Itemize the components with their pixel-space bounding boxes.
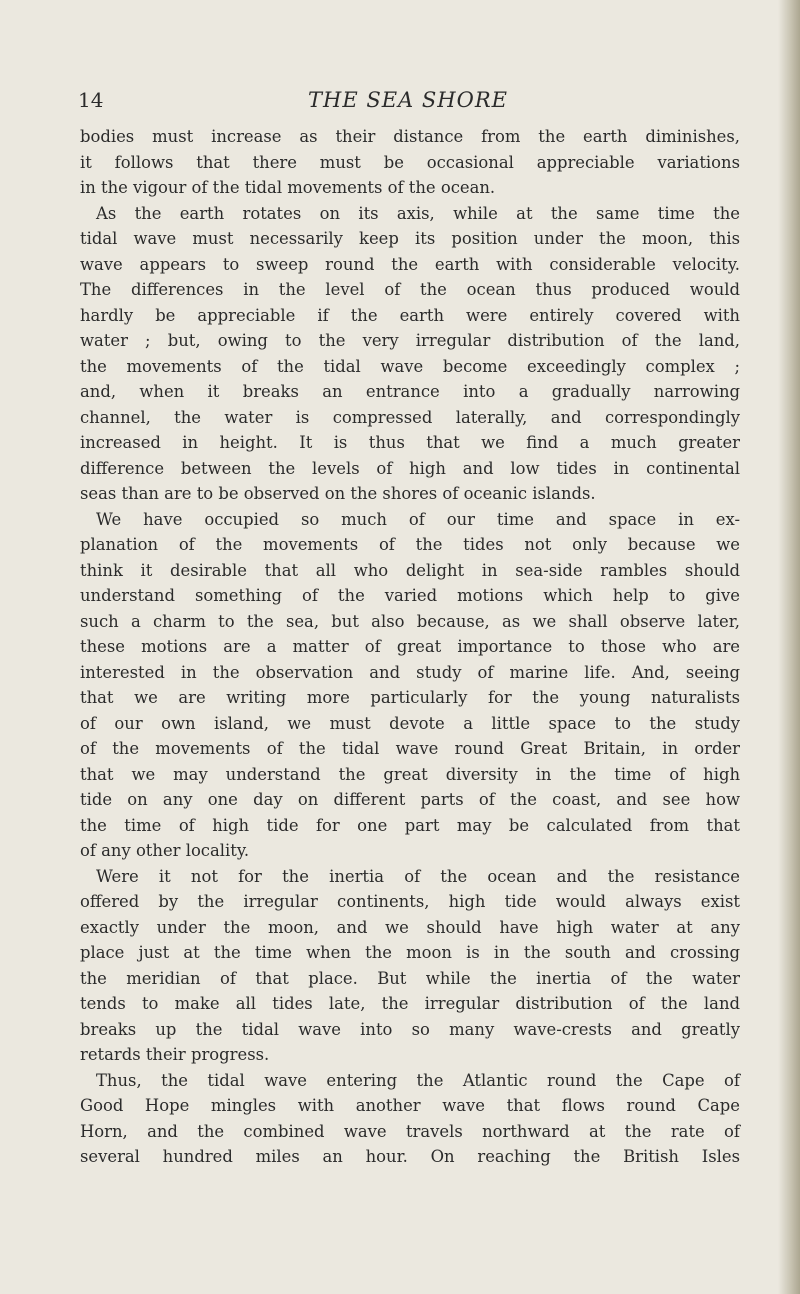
text-line: place just at the time when the moon is in the south and crossing — [80, 943, 740, 962]
text-line: Horn, and the combined wave travels northward at the rate of — [80, 1121, 740, 1141]
text-line: of any other locality. — [80, 841, 250, 860]
text-line: interested in the observation and study of marine life. And, seeing — [80, 662, 740, 682]
text-line: hardly be appreciable if the earth were entirely covered with — [80, 305, 740, 325]
text-line: several hundred miles an hour. On reaching the British Isles — [80, 1147, 740, 1166]
page-number: 14 — [78, 88, 104, 112]
running-title: THE SEA SHORE — [308, 88, 508, 112]
text-line: the movements of the tidal wave become exceedingly complex ; — [80, 356, 740, 376]
text-line: exactly under the moon, and we should have high water at any — [80, 917, 740, 937]
text-line: the meridian of that place. But while the inertia of the water — [80, 968, 740, 988]
text-line: breaks up the tidal wave into so many wave-crests and greatly — [80, 1019, 740, 1039]
text-line: tidal wave must necessarily keep its position under the moon, this — [80, 229, 740, 248]
text-line: that we may understand the great diversity in the time of high — [80, 764, 740, 784]
text-line: channel, the water is compressed laterally, and correspondingly — [80, 407, 740, 427]
text-line: difference between the levels of high and low tides in continental — [80, 458, 740, 478]
text-line: As the earth rotates on its axis, while at the same time the — [96, 203, 740, 223]
page-header — [78, 86, 738, 116]
text-line: retards their progress. — [80, 1045, 270, 1064]
text-line: it follows that there must be occasional appreciable variations — [80, 152, 740, 172]
text-line: Good Hope mingles with another wave that flows round Cape — [80, 1096, 740, 1115]
text-line: wave appears to sweep round the earth with considerable velocity. — [80, 254, 740, 274]
text-line: of the movements of the tidal wave round Great Britain, in order — [80, 739, 740, 758]
body-text — [80, 124, 740, 1170]
text-line: the time of high tide for one part may be calculated from that — [80, 815, 740, 835]
text-line: tends to make all tides late, the irregular distribution of the land — [80, 994, 740, 1013]
text-line: We have occupied so much of our time and space in ex- — [96, 509, 740, 529]
text-line: increased in height. It is thus that we find a much greater — [80, 433, 740, 452]
text-line: Thus, the tidal wave entering the Atlantic round the Cape of — [96, 1070, 740, 1090]
page-edge-shadow — [778, 0, 800, 1294]
text-line: such a charm to the sea, but also because, as we shall observe later, — [80, 611, 740, 631]
text-line: of our own island, we must devote a little space to the study — [80, 713, 740, 733]
text-line: bodies must increase as their distance from the earth diminishes, — [80, 127, 740, 146]
text-line: these motions are a matter of great importance to those who are — [80, 637, 740, 656]
text-line: and, when it breaks an entrance into a gradually narrowing — [80, 382, 740, 401]
text-line: water ; but, owing to the very irregular distribution of the land, — [80, 331, 740, 350]
text-line: understand something of the varied motions which help to give — [80, 586, 740, 605]
text-line: planation of the movements of the tides not only because we — [80, 535, 740, 554]
text-line: that we are writing more particularly for the young naturalists — [80, 688, 740, 707]
text-line: tide on any one day on different parts of the coast, and see how — [80, 790, 740, 809]
text-line: think it desirable that all who delight in sea-side rambles should — [80, 560, 740, 580]
text-line: in the vigour of the tidal movements of the ocean. — [80, 178, 496, 197]
text-line: The differences in the level of the ocean thus produced would — [80, 280, 740, 299]
text-line: Were it not for the inertia of the ocean and the resistance — [96, 866, 740, 886]
text-line: offered by the irregular continents, high tide would always exist — [80, 892, 740, 911]
text-line: seas than are to be observed on the shores of oceanic islands. — [80, 484, 596, 503]
